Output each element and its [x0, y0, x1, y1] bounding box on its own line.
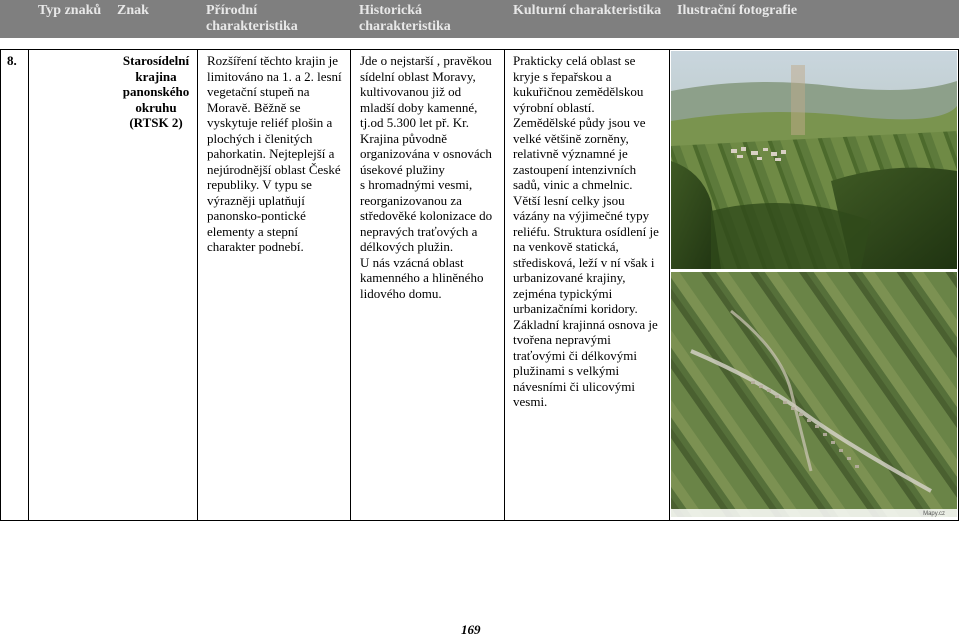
- prirodni-line: výrazněji uplatňují: [207, 192, 305, 208]
- column-divider: [350, 50, 351, 520]
- landscape-photo: [671, 51, 957, 269]
- historicka-line: délkových plužin.: [360, 239, 454, 254]
- historicka-line: mladší doby kamenné,: [360, 99, 478, 115]
- prirodni-line: limitováno na 1. a 2. lesní: [207, 68, 342, 84]
- prirodni-line: nejúrodnější oblast České: [207, 161, 341, 177]
- znak-cell: [116, 53, 196, 131]
- kulturni-line: výrobní oblastí.: [513, 99, 595, 115]
- historicka-line: úsekové plužiny: [360, 161, 445, 177]
- historicka-line: Jde o nejstarší , pravěkou: [360, 53, 492, 68]
- column-divider: [669, 50, 670, 520]
- historicka-line: U nás vzácná oblast: [360, 254, 464, 270]
- header-kulturni: Kulturní charakteristika: [513, 3, 662, 18]
- kulturni-line: Větší lesní celky jsou: [513, 192, 625, 208]
- kulturni-line: relativně významné je: [513, 146, 628, 161]
- prirodni-line: vyskytuje reliéf plošin a: [207, 115, 333, 130]
- prirodni-line: panonsko-pontické: [207, 208, 306, 223]
- znak-line: okruhu: [135, 99, 177, 115]
- historicka-line: středověké kolonizace do: [360, 208, 493, 223]
- header-historicka-line1: Historická: [359, 3, 422, 18]
- kulturni-line: kukuřičnou zemědělskou: [513, 84, 644, 99]
- znak-code: (RTSK 2): [129, 115, 183, 130]
- prirodni-line: Rozšíření těchto krajin je: [207, 53, 339, 68]
- kulturni-line: zejména typickými: [513, 285, 613, 301]
- historicka-line: sídelní oblast Moravy,: [360, 68, 476, 84]
- znak-line: panonského: [122, 84, 190, 99]
- historicka-line: reorganizovanou za: [360, 192, 462, 208]
- kulturni-line: urbanizačními koridory.: [513, 301, 638, 316]
- kulturni-line: zastoupení intenzivních: [513, 161, 637, 177]
- column-divider: [504, 50, 505, 520]
- header-znak: Znak: [117, 3, 149, 18]
- historicka-line: nepravých traťových a: [360, 223, 478, 239]
- prirodni-line: elementy a stepní: [207, 223, 298, 239]
- historicka-line: tj.od 5.300 let př. Kr.: [360, 115, 470, 130]
- kulturni-line: reliéfu. Struktura osídlení je: [513, 223, 659, 239]
- kulturni-line: sadů, vinic a chmelnic.: [513, 177, 633, 192]
- column-divider: [197, 50, 198, 520]
- header-prirodni-line1: Přírodní: [206, 3, 258, 18]
- prirodni-line: vegetační stupeň na: [207, 84, 310, 99]
- kulturni-line: na venkově statická,: [513, 239, 619, 254]
- prirodni-cell: [207, 53, 349, 255]
- prirodni-line: charakter podnebí.: [207, 239, 304, 254]
- historicka-line: Krajina původně: [360, 130, 448, 146]
- prirodni-line: Moravě. Běžně se: [207, 99, 301, 115]
- illustration-photo: [671, 51, 957, 517]
- historicka-cell: [360, 53, 503, 301]
- table-header-row: [0, 0, 959, 38]
- znak-line: Starosídelní: [122, 53, 190, 68]
- prirodni-line: plochých i členitých: [207, 130, 313, 146]
- kulturni-line: tvořena nepravými: [513, 332, 611, 347]
- prirodni-line: republiky. V typu se: [207, 177, 312, 192]
- aerial-photo: [671, 272, 957, 517]
- kulturni-line: Zemědělské půdy jsou ve: [513, 115, 646, 130]
- kulturni-line: urbanizované krajiny,: [513, 270, 626, 285]
- historicka-line: kultivovanou již od: [360, 84, 462, 99]
- kulturni-line: velké většině zorněny,: [513, 130, 629, 146]
- znak-line: krajina: [135, 68, 177, 84]
- page-number: 169: [461, 622, 481, 636]
- header-ilustracni: Ilustrační fotografie: [677, 3, 798, 18]
- kulturni-cell: [513, 53, 669, 410]
- header-prirodni-line2: charakteristika: [206, 19, 298, 34]
- kulturni-line: plužinami s velkými: [513, 363, 620, 378]
- kulturni-line: Prakticky celá oblast se: [513, 53, 636, 68]
- header-historicka: [359, 3, 451, 35]
- historicka-line: kamenného a hliněného: [360, 270, 484, 285]
- historicka-line: organizována v osnovách: [360, 146, 492, 161]
- kulturni-line: vázány na výjimečné typy: [513, 208, 650, 223]
- prirodni-line: pahorkatin. Nejteplejší a: [207, 146, 335, 161]
- header-typ-znaku: Typ znaků: [38, 3, 102, 18]
- photo-credit: Mapy.cz: [923, 511, 945, 517]
- header-historicka-line2: charakteristika: [359, 19, 451, 34]
- kulturni-line: vesmi.: [513, 394, 548, 409]
- kulturni-line: traťovými či délkovými: [513, 347, 637, 363]
- kulturni-line: kryje s řepařskou a: [513, 68, 612, 84]
- header-prirodni: [206, 3, 298, 35]
- kulturni-line: Základní krajinná osnova je: [513, 316, 658, 332]
- historicka-line: lidového domu.: [360, 285, 442, 301]
- kulturni-line: návesními či ulicovými: [513, 378, 636, 394]
- kulturni-line: středisková, leží v ní však i: [513, 254, 655, 270]
- row-number: 8.: [7, 53, 17, 68]
- column-divider: [28, 50, 29, 520]
- historicka-line: s hromadnými vesmi,: [360, 177, 473, 192]
